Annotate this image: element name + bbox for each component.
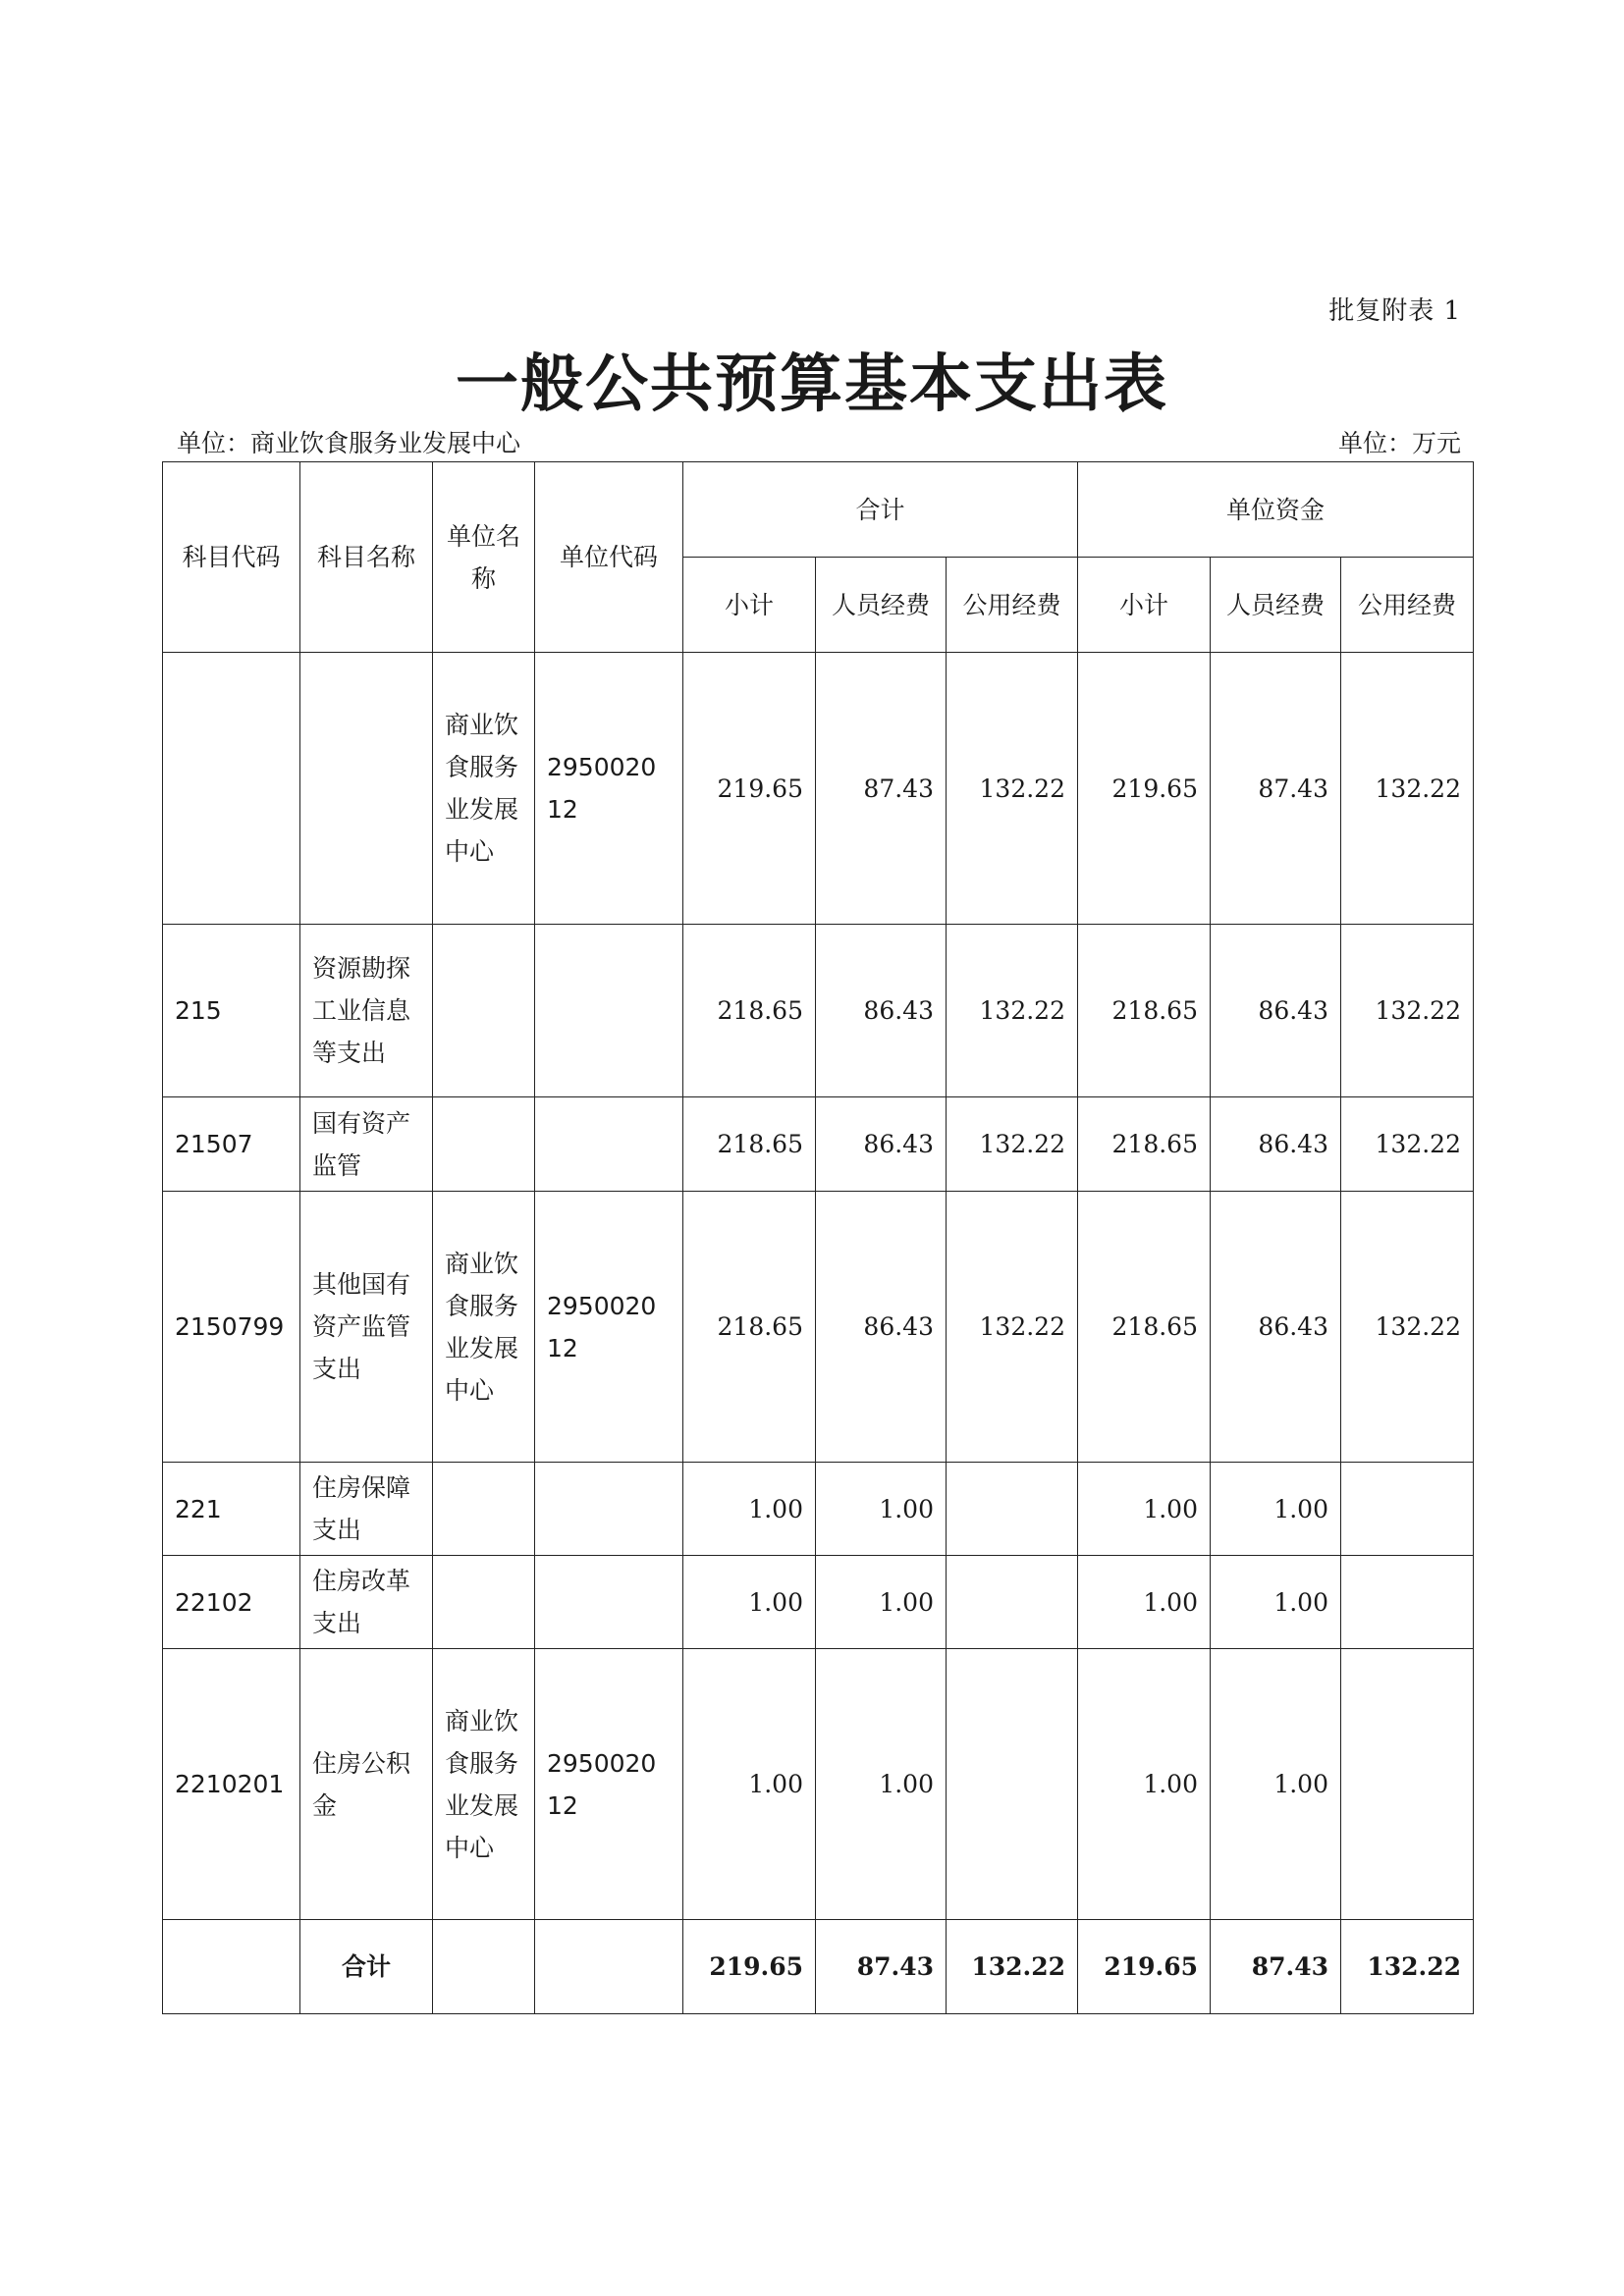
cell-unit-public — [1341, 1463, 1474, 1556]
cell-subject-code — [163, 653, 300, 925]
cell-subject-code: 221 — [163, 1463, 300, 1556]
cell-total-public — [947, 1463, 1078, 1556]
cell-total-personnel: 1.00 — [816, 1556, 947, 1649]
cell-unit-public: 132.22 — [1341, 1097, 1474, 1192]
cell-unit-name — [433, 1463, 535, 1556]
total-row — [163, 1920, 1474, 2014]
total-personnel: 87.43 — [816, 1920, 947, 2014]
header-unit-name: 单位名称 — [433, 462, 535, 653]
table-row — [163, 1649, 1474, 1920]
cell-total-personnel: 86.43 — [816, 925, 947, 1097]
unit-org-label: 单位：商业饮食服务业发展中心 — [177, 429, 521, 457]
header-total-subtotal: 小计 — [683, 558, 816, 653]
cell-total-code — [163, 1920, 300, 2014]
budget-table — [162, 461, 1474, 2014]
cell-total-personnel: 1.00 — [816, 1463, 947, 1556]
cell-total-public: 132.22 — [947, 1097, 1078, 1192]
header-total-group: 合计 — [683, 462, 1078, 558]
cell-unit-public — [1341, 1556, 1474, 1649]
total-unit-public: 132.22 — [1341, 1920, 1474, 2014]
cell-total-public — [947, 1556, 1078, 1649]
cell-unit-code: 295002012 — [535, 1649, 683, 1920]
cell-unit-subtotal: 218.65 — [1078, 1097, 1211, 1192]
cell-subject-code: 215 — [163, 925, 300, 1097]
cell-unit-subtotal: 1.00 — [1078, 1649, 1211, 1920]
cell-unit-code: 295002012 — [535, 1192, 683, 1463]
cell-subject-name: 住房保障支出 — [300, 1463, 433, 1556]
cell-unit-subtotal: 1.00 — [1078, 1556, 1211, 1649]
cell-unit-subtotal: 219.65 — [1078, 653, 1211, 925]
cell-subject-name: 其他国有资产监管支出 — [300, 1192, 433, 1463]
cell-total-subtotal: 219.65 — [683, 653, 816, 925]
header-unit-public: 公用经费 — [1341, 558, 1474, 653]
cell-total-subtotal: 1.00 — [683, 1649, 816, 1920]
cell-unit-code — [535, 1556, 683, 1649]
cell-unit-name: 商业饮食服务业发展中心 — [433, 653, 535, 925]
cell-subject-name: 住房改革支出 — [300, 1556, 433, 1649]
cell-unit-code — [535, 925, 683, 1097]
cell-unit-name: 商业饮食服务业发展中心 — [433, 1649, 535, 1920]
cell-subject-code: 2210201 — [163, 1649, 300, 1920]
cell-unit-name — [433, 1556, 535, 1649]
cell-unit-name — [433, 925, 535, 1097]
cell-unit-subtotal: 218.65 — [1078, 925, 1211, 1097]
header-subject-name: 科目名称 — [300, 462, 433, 653]
cell-unit-public: 132.22 — [1341, 925, 1474, 1097]
cell-unit-personnel: 86.43 — [1211, 925, 1341, 1097]
cell-total-personnel: 1.00 — [816, 1649, 947, 1920]
cell-total-personnel: 86.43 — [816, 1097, 947, 1192]
header-unit-subtotal: 小计 — [1078, 558, 1211, 653]
page-title: 一般公共预算基本支出表 — [456, 347, 1168, 421]
cell-total-unit-name — [433, 1920, 535, 2014]
unit-currency-label: 单位：万元 — [1337, 429, 1461, 457]
cell-unit-name — [433, 1097, 535, 1192]
cell-total-public: 132.22 — [947, 653, 1078, 925]
cell-unit-personnel: 86.43 — [1211, 1192, 1341, 1463]
cell-total-public: 132.22 — [947, 925, 1078, 1097]
table-row — [163, 1097, 1474, 1192]
cell-total-subtotal: 218.65 — [683, 925, 816, 1097]
cell-subject-code: 2150799 — [163, 1192, 300, 1463]
table-row — [163, 1463, 1474, 1556]
cell-total-personnel: 87.43 — [816, 653, 947, 925]
cell-total-unit-code — [535, 1920, 683, 2014]
cell-unit-personnel: 1.00 — [1211, 1649, 1341, 1920]
cell-unit-personnel: 86.43 — [1211, 1097, 1341, 1192]
total-unit-subtotal: 219.65 — [1078, 1920, 1211, 2014]
cell-subject-code: 22102 — [163, 1556, 300, 1649]
cell-total-subtotal: 218.65 — [683, 1097, 816, 1192]
cell-unit-subtotal: 1.00 — [1078, 1463, 1211, 1556]
cell-unit-code — [535, 1463, 683, 1556]
cell-unit-code: 295002012 — [535, 653, 683, 925]
cell-subject-code: 21507 — [163, 1097, 300, 1192]
header-total-personnel: 人员经费 — [816, 558, 947, 653]
cell-subject-name: 住房公积金 — [300, 1649, 433, 1920]
table-row — [163, 653, 1474, 925]
cell-total-personnel: 86.43 — [816, 1192, 947, 1463]
cell-subject-name: 资源勘探工业信息等支出 — [300, 925, 433, 1097]
table-row — [163, 1556, 1474, 1649]
cell-unit-name: 商业饮食服务业发展中心 — [433, 1192, 535, 1463]
cell-unit-public: 132.22 — [1341, 1192, 1474, 1463]
total-unit-personnel: 87.43 — [1211, 1920, 1341, 2014]
cell-total-subtotal: 1.00 — [683, 1556, 816, 1649]
total-subtotal: 219.65 — [683, 1920, 816, 2014]
total-public: 132.22 — [947, 1920, 1078, 2014]
appendix-label: 批复附表 1 — [1328, 296, 1461, 326]
header-subject-code: 科目代码 — [163, 462, 300, 653]
cell-unit-personnel: 1.00 — [1211, 1463, 1341, 1556]
header-unit-personnel: 人员经费 — [1211, 558, 1341, 653]
cell-unit-personnel: 1.00 — [1211, 1556, 1341, 1649]
table-row — [163, 925, 1474, 1097]
cell-unit-public — [1341, 1649, 1474, 1920]
cell-unit-personnel: 87.43 — [1211, 653, 1341, 925]
table-row — [163, 1192, 1474, 1463]
header-total-public: 公用经费 — [947, 558, 1078, 653]
cell-total-subtotal: 1.00 — [683, 1463, 816, 1556]
header-unit-code: 单位代码 — [535, 462, 683, 653]
header-unit-funds-group: 单位资金 — [1078, 462, 1474, 558]
cell-unit-subtotal: 218.65 — [1078, 1192, 1211, 1463]
cell-total-subtotal: 218.65 — [683, 1192, 816, 1463]
cell-unit-public: 132.22 — [1341, 653, 1474, 925]
cell-unit-code — [535, 1097, 683, 1192]
cell-total-public — [947, 1649, 1078, 1920]
cell-total-public: 132.22 — [947, 1192, 1078, 1463]
cell-subject-name — [300, 653, 433, 925]
cell-subject-name: 国有资产监管 — [300, 1097, 433, 1192]
total-label: 合计 — [300, 1920, 433, 2014]
